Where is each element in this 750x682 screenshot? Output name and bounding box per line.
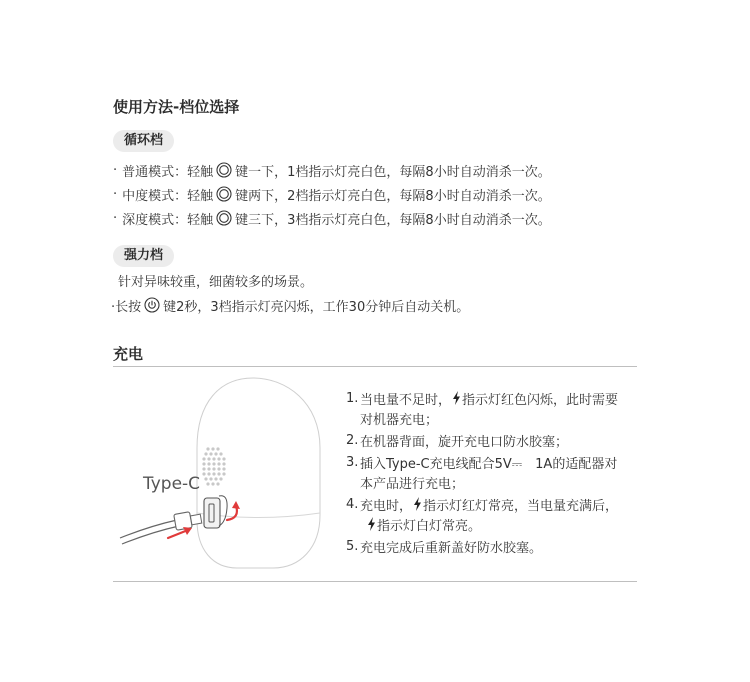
cycle-line-deep <box>113 208 551 228</box>
lightning-icon <box>367 517 376 531</box>
strong-mode-press <box>111 295 469 315</box>
step-text: 当电量不足时， <box>360 392 452 408</box>
step-text: 指示灯白灯常亮。 <box>377 518 482 534</box>
step-number: 2. <box>346 432 359 448</box>
top-divider <box>113 366 637 367</box>
power-button-icon <box>216 162 232 178</box>
mode-label: 深度模式：轻触 <box>122 212 214 228</box>
action-text: 键两下，2档指示灯亮白色，每隔8小时自动消杀一次。 <box>235 188 551 204</box>
cycle-line-medium <box>113 184 551 204</box>
step-text: 指示灯红灯常亮，当电量充满后， <box>423 498 619 514</box>
step-4-line-2 <box>346 514 618 534</box>
step-3-line-2: 本产品进行充电； <box>360 476 465 492</box>
type-c-label: Type-C <box>143 474 201 494</box>
device-illustration <box>115 370 330 575</box>
press-suffix: 键2秒，3档指示灯亮闪烁，工作30分钟后自动关机。 <box>163 299 470 315</box>
step-text: 插入Type-C充电线配合5V⎓ 1A的适配器对 <box>360 456 618 472</box>
step-1-line-1 <box>346 388 618 408</box>
lightning-icon <box>413 497 422 511</box>
mode-label: 普通模式：轻触 <box>122 164 214 180</box>
step-number: 3. <box>346 454 359 470</box>
charging-title: 充电 <box>113 345 144 363</box>
lightning-icon <box>452 391 461 405</box>
strong-mode-desc: 针对异味较重，细菌较多的场景。 <box>118 274 314 290</box>
bullet: · <box>113 210 118 226</box>
strong-mode-tag: 强力档 <box>113 245 174 267</box>
action-text: 键三下，3档指示灯亮白色，每隔8小时自动消杀一次。 <box>235 212 551 228</box>
step-number: 4. <box>346 496 359 512</box>
step-5 <box>346 536 618 556</box>
action-text: 键一下，1档指示灯亮白色，每隔8小时自动消杀一次。 <box>235 164 551 180</box>
step-number: 1. <box>346 390 359 406</box>
press-prefix: ·长按 <box>111 299 142 315</box>
power-button-icon <box>144 297 160 313</box>
step-text: 在机器背面，旋开充电口防水胶塞； <box>360 434 569 450</box>
insert-arrow <box>168 530 188 538</box>
step-number: 5. <box>346 538 359 554</box>
power-button-icon <box>216 186 232 202</box>
step-2 <box>346 430 618 450</box>
power-button-icon <box>216 210 232 226</box>
cycle-mode-tag: 循环档 <box>113 130 174 152</box>
step-text: 充电完成后重新盖好防水胶塞。 <box>360 540 543 556</box>
mode-label: 中度模式：轻触 <box>122 188 214 204</box>
charging-steps <box>346 388 618 556</box>
cycle-line-normal <box>113 160 551 180</box>
cycle-mode-list <box>113 160 551 228</box>
step-4-line-1 <box>346 494 618 514</box>
step-3-line-1 <box>346 452 618 472</box>
bottom-divider <box>113 581 637 582</box>
bullet: · <box>113 186 118 202</box>
step-text: 充电时， <box>360 498 413 514</box>
bullet: · <box>113 162 118 178</box>
usage-title: 使用方法-档位选择 <box>113 98 240 116</box>
step-text: 指示灯红色闪烁，此时需要 <box>462 392 619 408</box>
step-1-line-2: 对机器充电； <box>360 412 439 428</box>
